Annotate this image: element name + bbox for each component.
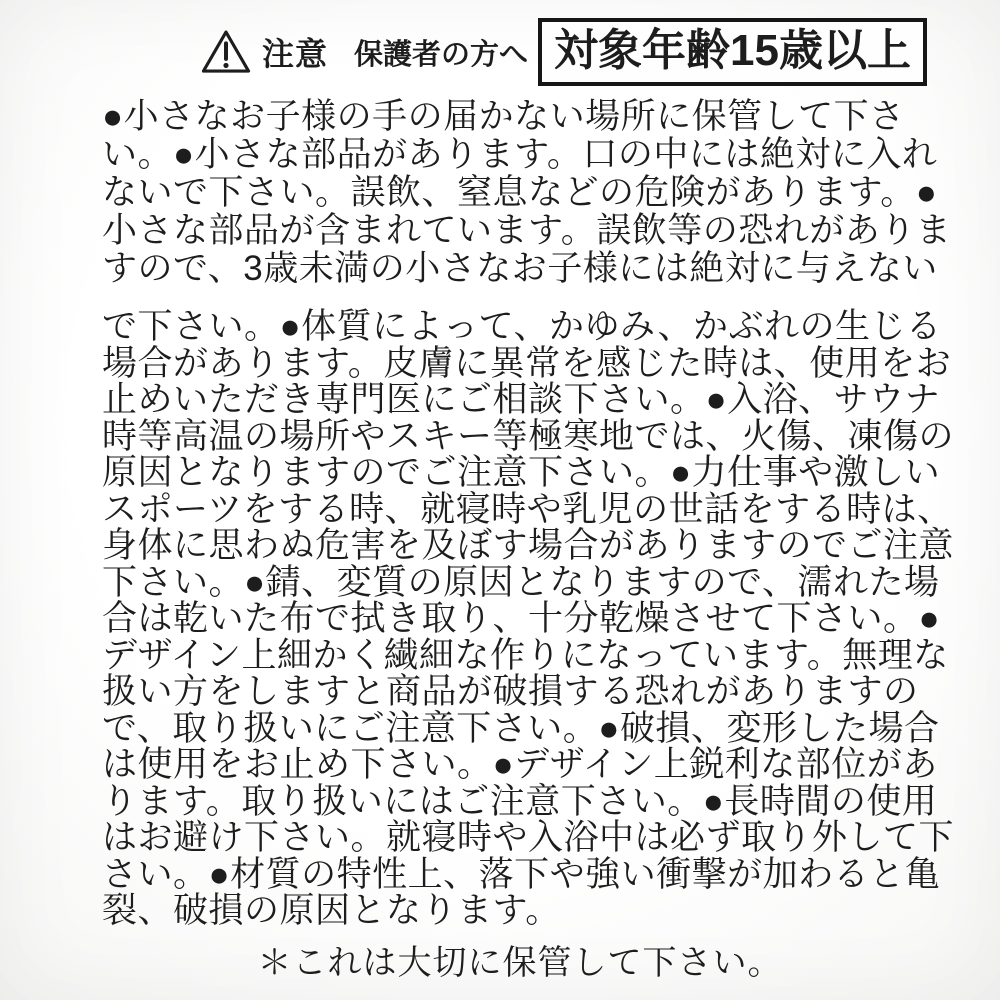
guardian-label: 保護者の方へ <box>354 38 529 71</box>
text-line: 裂、破損の原因となります。 <box>102 891 561 930</box>
text-line: ●小さなお子様の手の届かない場所に保管して下さ <box>102 97 905 136</box>
warning-paragraph-1 <box>102 97 952 288</box>
text-line: で、取り扱いにご注意下さい。●破損、変形した場合 <box>102 708 940 748</box>
text-line: 下さい。●錆、変質の原因となりますので、濡れた場 <box>102 562 940 602</box>
text-line: さい。●材質の特性上、落下や強い衝撃が加わると亀 <box>102 854 941 894</box>
text-line: 扱い方をしますと商品が破損する恐れがありますの <box>102 672 919 711</box>
text-line: デザイン上細かく繊細な作りになっています。無理な <box>102 635 949 675</box>
text-line: ないで下さい。誤飲、窒息などの危険があります。● <box>102 173 938 212</box>
text-line: すので、3歳未満の小さなお子様には絶対に与えない <box>102 249 938 288</box>
text-line: 身体に思わぬ危害を及ぼす場合がありますのでご注意 <box>102 526 955 565</box>
text-line: で下さい。●体質によって、かゆみ、かぶれの生じる <box>102 307 942 346</box>
text-line: 時等高温の場所やスキー等極寒地では、火傷、凍傷の <box>102 416 955 456</box>
text-line: 小さな部品が含まれています。誤飲等の恐れがありま <box>102 211 952 250</box>
text-line: 合は乾いた布で拭き取り、十分乾燥させて下さい。● <box>102 599 941 638</box>
caution-label: 注意 <box>262 36 329 72</box>
warning-text-body <box>0 88 1000 930</box>
header <box>0 0 1000 88</box>
text-line: 場合があります。皮膚に異常を感じた時は、使用をお <box>102 343 952 383</box>
age-limit-box: 対象年齢15歳以上 <box>538 18 927 87</box>
text-line: ります。取り扱いにはご注意下さい。●長時間の使用 <box>102 781 938 821</box>
text-line: 原因となりますのでご注意下さい。●力仕事や激しい <box>102 453 941 492</box>
text-line: スポーツをする時、就寝時や乳児の世話をする時は、 <box>102 489 953 529</box>
warning-triangle-icon <box>200 28 252 76</box>
text-line: い。●小さな部品があります。口の中には絶対に入れ <box>102 135 938 174</box>
warning-paragraph-2 <box>102 307 955 930</box>
keep-this-note: ＊これは大切に保管して下さい。 <box>257 944 783 982</box>
text-line: は使用をお止め下さい。●デザイン上鋭利な部位があ <box>102 745 938 784</box>
text-line: はお避け下さい。就寝時や入浴中は必ず取り外して下 <box>102 818 955 857</box>
text-line: 止めいただき専門医にご相談下さい。●入浴、サウナ <box>102 380 941 419</box>
